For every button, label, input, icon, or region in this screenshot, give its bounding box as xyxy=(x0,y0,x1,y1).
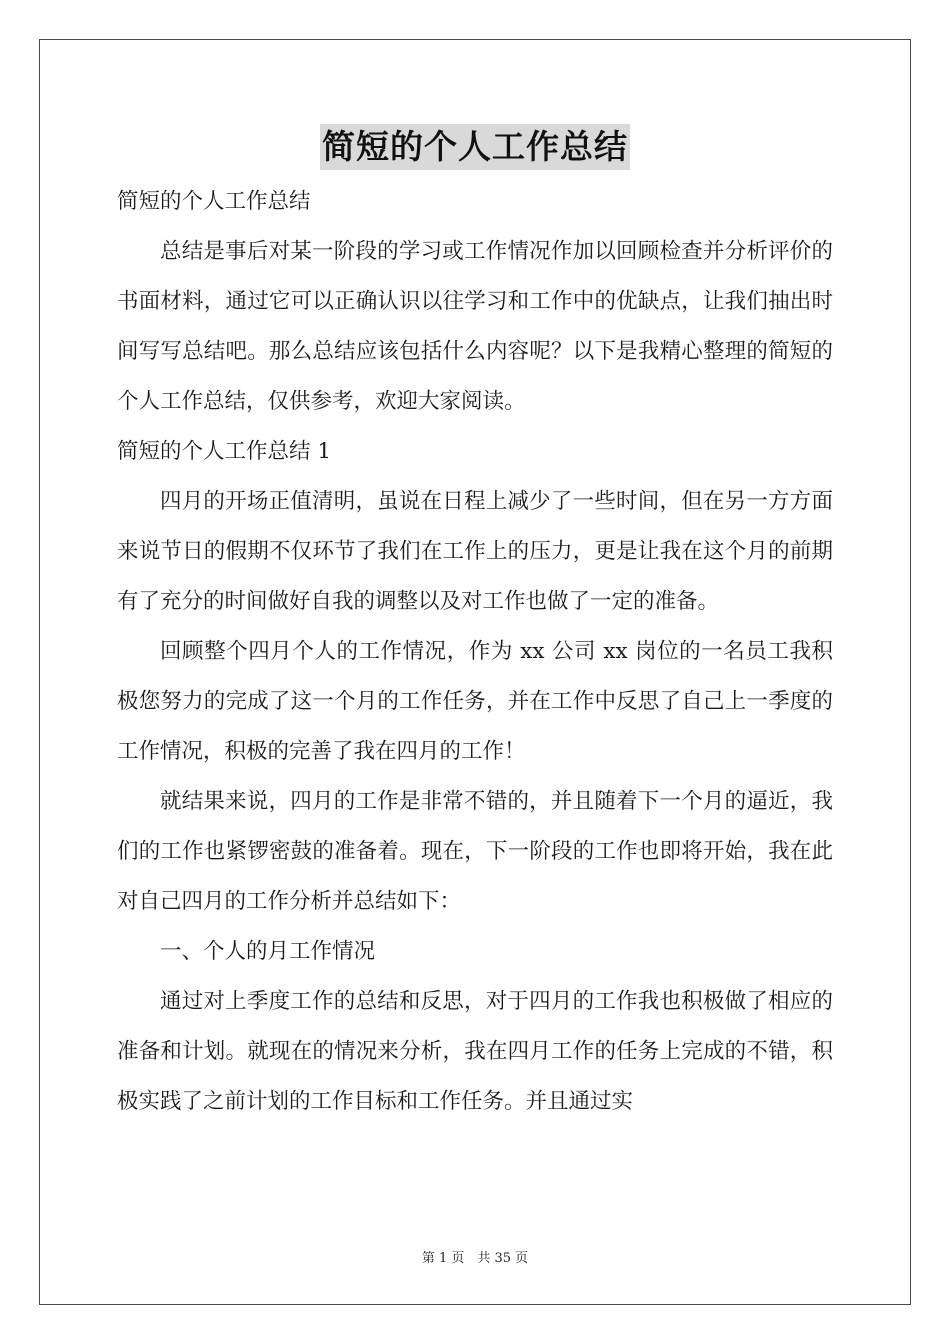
subtitle-paragraph: 简短的个人工作总结 xyxy=(117,189,311,214)
body-paragraph: 就结果来说，四月的工作是非常不错的，并且随着下一个月的逼近，我们的工作也紧锣密鼓的准备着。现在，下一阶段的工作也即将开始，我在此对自己四月的工作分析并总结如下： xyxy=(117,789,833,914)
title-container xyxy=(0,124,950,170)
subsection-heading: 一、个人的月工作情况 xyxy=(160,939,376,964)
section-heading: 简短的个人工作总结 1 xyxy=(117,439,332,464)
body-paragraph: 回顾整个四月个人的工作情况，作为 xx 公司 xx 岗位的一名员工我积极您努力的完成了这一个月的工作任务，并在工作中反思了自己上一季度的工作情况，积极的完善了我在四月的工作！ xyxy=(117,639,833,764)
body-paragraph: 四月的开场正值清明，虽说在日程上减少了一些时间，但在另一方方面来说节日的假期不仅环节了我们在工作上的压力，更是让我在这个月的前期有了充分的时间做好自我的调整以及对工作也做了一定的准备。 xyxy=(117,489,833,614)
document-title: 简短的个人工作总结 xyxy=(320,124,630,170)
document-body xyxy=(117,177,833,1127)
page-footer: 第 1 页 共 35 页 xyxy=(421,1251,529,1266)
body-paragraph: 通过对上季度工作的总结和反思，对于四月的工作我也积极做了相应的准备和计划。就现在的情况来分析，我在四月工作的任务上完成的不错，积极实践了之前计划的工作目标和工作任务。并且通过实 xyxy=(117,989,833,1114)
intro-paragraph: 总结是事后对某一阶段的学习或工作情况作加以回顾检查并分析评价的书面材料，通过它可以正确认识以往学习和工作中的优缺点，让我们抽出时间写写总结吧。那么总结应该包括什么内容呢？以下是我精心整理的简短的个人工作总结，仅供参考，欢迎大家阅读。 xyxy=(117,239,833,414)
